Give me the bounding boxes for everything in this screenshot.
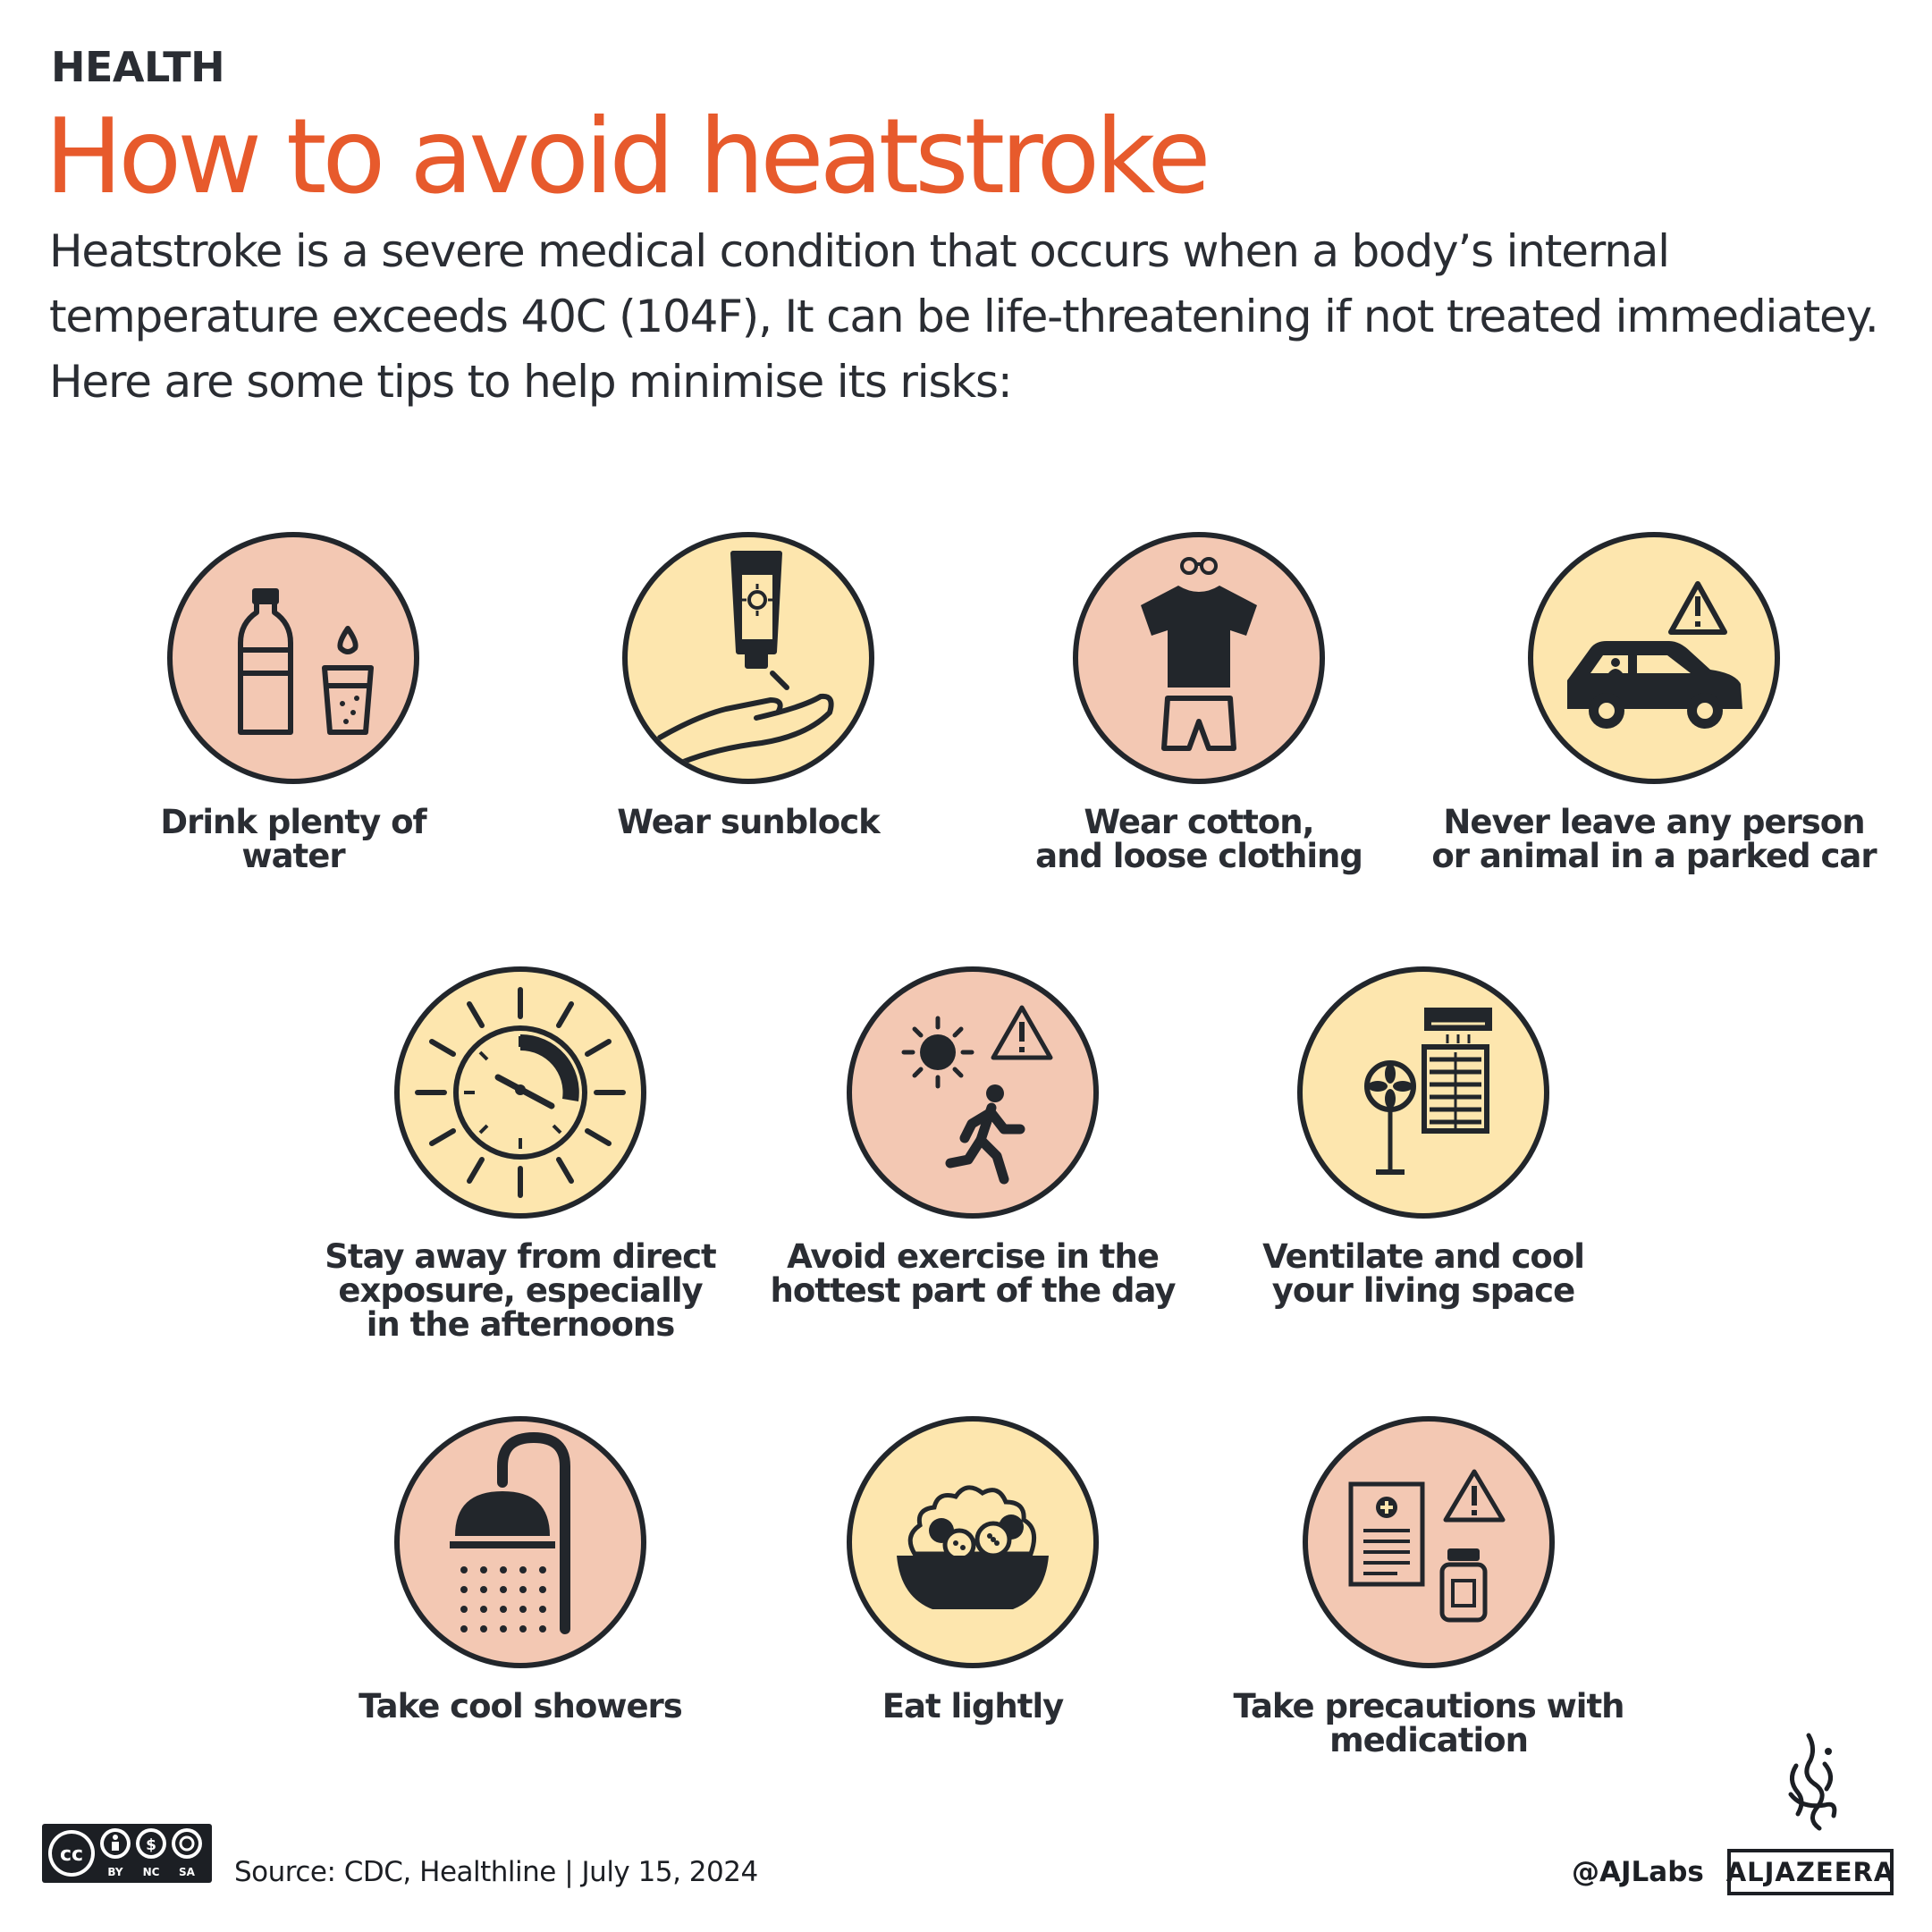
tshirt-shorts-icon <box>1073 532 1325 784</box>
tip-eat-lightly <box>749 1416 1196 1724</box>
ajlabs-handle: @AJLabs <box>1572 1856 1704 1888</box>
tip-label-line: Take cool showers <box>359 1687 682 1725</box>
tip-label-line: Avoid exercise in the <box>787 1237 1159 1276</box>
tip-label-line: your living space <box>1271 1271 1575 1310</box>
car-warning-icon <box>1528 532 1780 784</box>
tip-drink-water <box>70 532 517 873</box>
tip-label-line: and loose clothing <box>1035 837 1363 875</box>
tip-sunblock <box>525 532 972 839</box>
tip-label <box>975 803 1422 875</box>
tip-label <box>749 1237 1196 1310</box>
tip-label-line: or animal in a parked car <box>1431 837 1877 875</box>
tip-label-line: Eat lightly <box>882 1687 1064 1725</box>
tip-label-line: Wear cotton, <box>1084 803 1314 841</box>
tip-ventilate <box>1200 966 1647 1308</box>
aljazeera-logo-icon <box>1775 1730 1846 1833</box>
tip-label <box>297 1687 744 1725</box>
tip-medication <box>1205 1416 1652 1758</box>
source-credit: Source: CDC, Healthline | July 15, 2024 <box>234 1856 758 1888</box>
tip-cool-showers <box>297 1416 744 1724</box>
category-label: HEALTH <box>51 43 225 91</box>
tip-label <box>1200 1237 1647 1310</box>
tip-label-line: Never leave any person <box>1443 803 1865 841</box>
shower-icon <box>394 1416 646 1668</box>
tip-avoid-exercise <box>749 966 1196 1308</box>
tip-direct-exposure <box>297 966 744 1342</box>
tip-label <box>525 803 972 841</box>
sun-runner-warning-icon <box>847 966 1099 1219</box>
page-title: How to avoid heatstroke <box>45 97 1207 217</box>
intro-line: Here are some tips to help minimise its risks: <box>49 356 1012 408</box>
tip-label <box>749 1687 1196 1725</box>
intro-line: Heatstroke is a severe medical condition that occurs when a body’s internal <box>49 225 1669 277</box>
tip-label <box>297 1237 744 1344</box>
tip-label-line: exposure, especially <box>338 1271 703 1310</box>
creative-commons-license-badge <box>42 1824 212 1883</box>
aljazeera-wordmark: ALJAZEERA <box>1727 1849 1894 1895</box>
tip-label-line: water <box>241 837 345 875</box>
sun-clock-icon <box>394 966 646 1219</box>
fan-air-conditioner-icon <box>1297 966 1549 1219</box>
tip-label-line: Stay away from direct <box>325 1237 716 1276</box>
cc-sa-label: SA <box>179 1866 195 1878</box>
tip-label-line: hottest part of the day <box>770 1271 1176 1310</box>
intro-text <box>49 219 1909 415</box>
tip-label-line: Ventilate and cool <box>1262 1237 1584 1276</box>
intro-line: temperature exceeds 40C (104F), It can be life-threatening if not treated immediatey. <box>49 291 1878 342</box>
tip-label <box>1430 803 1877 875</box>
tip-label-line: medication <box>1329 1721 1528 1759</box>
cc-nc-label: NC <box>142 1866 160 1878</box>
tip-label-line: Drink plenty of <box>160 803 426 841</box>
water-bottle-glass-icon <box>167 532 419 784</box>
salad-bowl-icon <box>847 1416 1099 1668</box>
cc-by-label: BY <box>107 1866 123 1878</box>
prescription-medicine-icon <box>1303 1416 1555 1668</box>
tip-label-line: Wear sunblock <box>617 803 880 841</box>
tip-loose-clothing <box>975 532 1422 873</box>
tip-label-line: Take precautions with <box>1233 1687 1624 1725</box>
tip-label <box>70 803 517 875</box>
tip-label <box>1205 1687 1652 1759</box>
svg-text:$: $ <box>146 1836 156 1854</box>
svg-text:cc: cc <box>59 1843 84 1866</box>
sunscreen-hand-icon <box>622 532 874 784</box>
tip-parked-car <box>1430 532 1877 873</box>
tip-label-line: in the afternoons <box>366 1305 675 1344</box>
